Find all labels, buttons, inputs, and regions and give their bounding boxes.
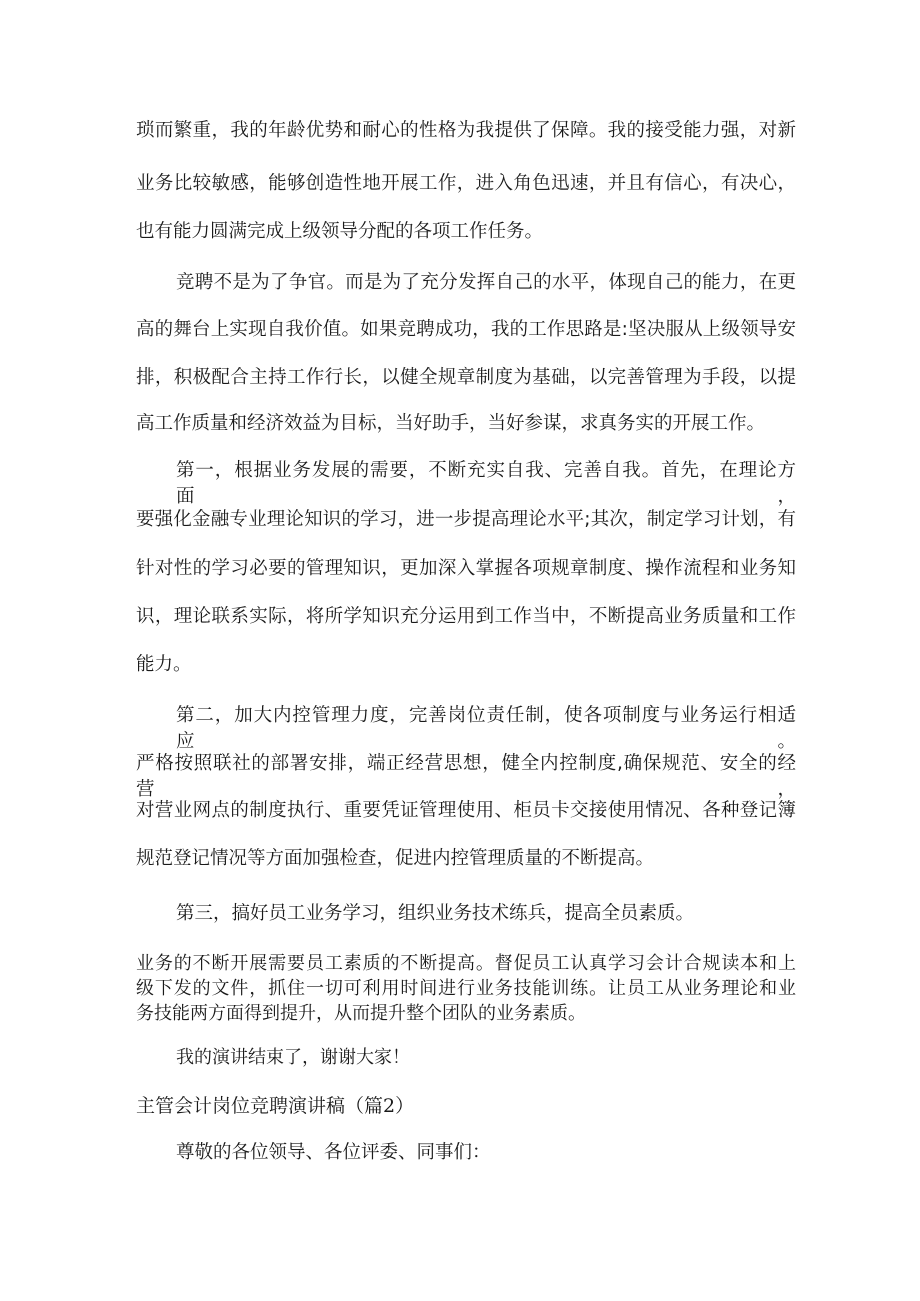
- text-line: 业务比较敏感，能够创造性地开展工作，进入角色迅速，并且有信心，有决心，: [136, 173, 796, 194]
- text-line: 务技能两方面得到提升，从而提升整个团队的业务素质。: [136, 1003, 586, 1024]
- text-line: 识，理论联系实际，将所学知识充分运用到工作当中，不断提高业务质量和工作: [136, 606, 796, 627]
- text-line: 高工作质量和经济效益为目标，当好助手，当好参谋，求真务实的开展工作。: [136, 413, 766, 434]
- text-line: 要强化金融专业理论知识的学习，进一步提高理论水平;其次，制定学习计划，有: [136, 509, 796, 530]
- text-line: 第一，根据业务发展的需要，不断充实自我、完善自我。首先，在理论方面，: [176, 460, 796, 507]
- text-line: 针对性的学习必要的管理知识，更加深入掌握各项规章制度、操作流程和业务知: [136, 558, 796, 579]
- text-line: 高的舞台上实现自我价值。如果竞聘成功，我的工作思路是:坚决服从上级领导安: [136, 319, 796, 340]
- text-line: 第二，加大内控管理力度，完善岗位责任制，使各项制度与业务运行相适应。: [176, 705, 796, 752]
- text-line: 对营业网点的制度执行、重要凭证管理使用、柜员卡交接使用情况、各种登记簿: [136, 800, 796, 821]
- text-line: 业务的不断开展需要员工素质的不断提高。督促员工认真学习会计合规读本和上: [136, 953, 796, 974]
- text-line: 级下发的文件，抓住一切可利用时间进行业务技能训练。让员工从业务理论和业: [136, 978, 796, 999]
- text-line: 能力。: [136, 654, 192, 675]
- text-line: 规范登记情况等方面加强检查，促进内控管理质量的不断提高。: [136, 848, 655, 869]
- text-line: 第三，搞好员工业务学习，组织业务技术练兵，提高全员素质。: [176, 903, 695, 924]
- text-line: 也有能力圆满完成上级领导分配的各项工作任务。: [136, 221, 544, 242]
- text-line: 竞聘不是为了争官。而是为了充分发挥自己的水平，体现自己的能力，在更: [176, 272, 796, 293]
- salutation-line: 尊敬的各位领导、各位评委、同事们：: [176, 1142, 491, 1163]
- text-line: 琐而繁重，我的年龄优势和耐心的性格为我提供了保障。我的接受能力强，对新: [136, 120, 796, 141]
- section-heading: 主管会计岗位竞聘演讲稿（篇2）: [136, 1095, 415, 1117]
- text-line: 排，积极配合主持工作行长，以健全规章制度为基础，以完善管理为手段，以提: [136, 367, 796, 388]
- closing-line: 我的演讲结束了，谢谢大家！: [176, 1047, 410, 1068]
- text-line: 严格按照联社的部署安排，端正经营思想，健全内控制度,确保规范、安全的经营，: [136, 753, 796, 800]
